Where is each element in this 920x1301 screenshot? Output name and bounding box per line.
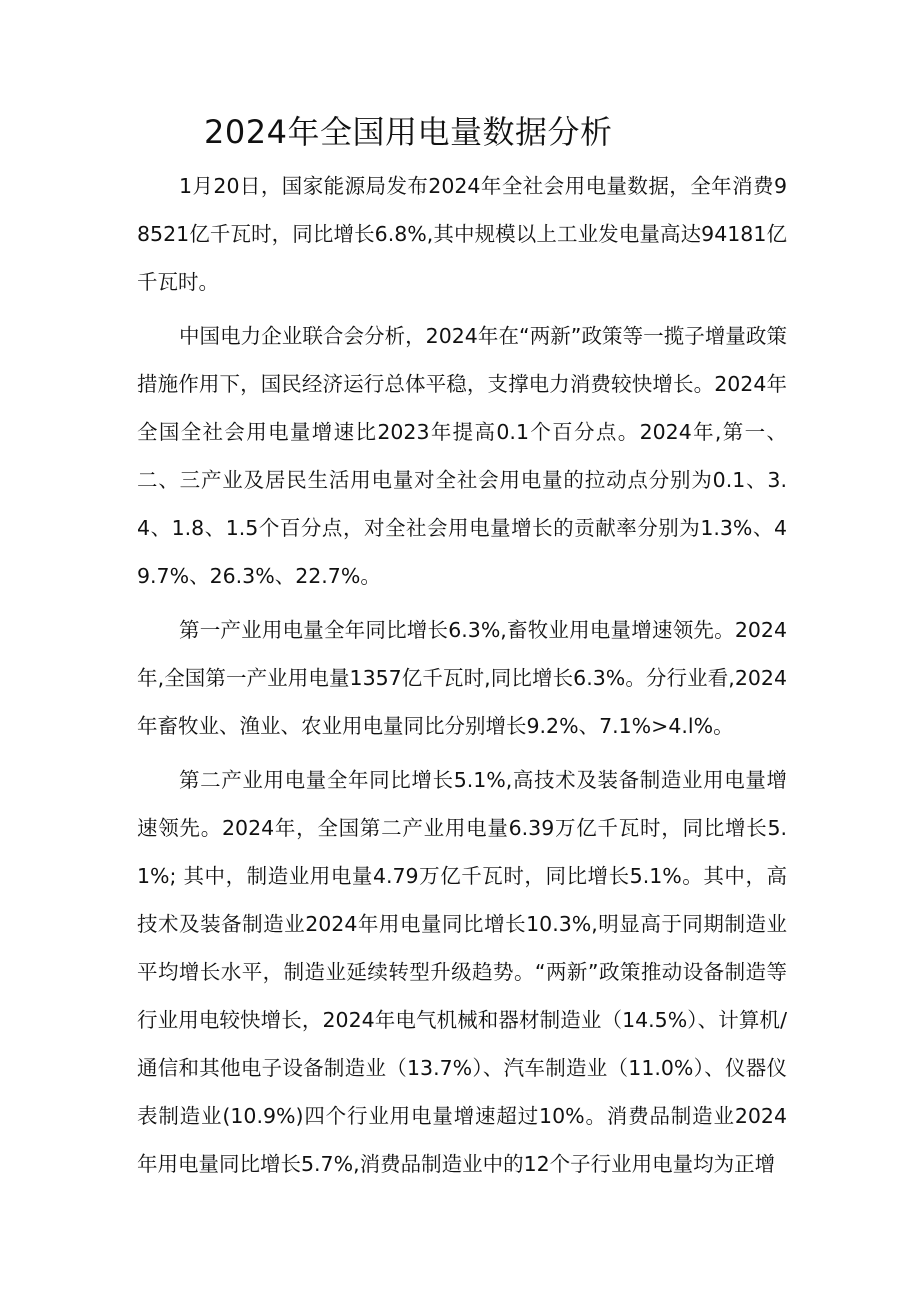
paragraph-primary-industry: 第一产业用电量全年同比增长6.3%,畜牧业用电量增速领先。2024年,全国第一产业用电量1357亿千瓦时,同比增长6.3%。分行业看,2024年畜牧业、渔业、农业用电量同比分别增长9.2%、7.1%>4.l%。 — [137, 618, 787, 738]
paragraph-secondary-industry: 第二产业用电量全年同比增长5.1%,高技术及装备制造业用电量增速领先。2024年，全国第二产业用电量6.39万亿千瓦时，同比增长5.1%; 其中，制造业用电量4.79万亿千瓦时，同比增长5.1%。其中，高技术及装备制造业2024年用电量同比增长10.3%,明显高于同期制造业平均增长水平，制造业延续转型升级趋势。“两新”政策推动设备制造等行业用电较快增长，2024年电气机械和器材制造业（14.5%）、计算机/通信和其他电子设备制造业（13.7%）、汽车制造业（11.0%）、仪器仪表制造业(10.9%)四个行业用电量增速超过10%。消费品制造业2024年用电量同比增长5.7%,消费品制造业中的12个子行业用电量均为正增 — [137, 768, 787, 1176]
paragraph-cec-analysis: 中国电力企业联合会分析，2024年在“两新”政策等一揽子增量政策措施作用下，国民经济运行总体平稳，支撑电力消费较快增长。2024年全国全社会用电量增速比2023年提高0.1个百分点。2024年,第一、二、三产业及居民生活用电量对全社会用电量的拉动点分别为0.1、3.4、1.8、1.5个百分点，对全社会用电量增长的贡献率分别为1.3%、49.7%、26.3%、22.7%。 — [137, 324, 787, 588]
document-title: 2024年全国用电量数据分析 — [204, 113, 613, 151]
document-body — [137, 162, 787, 1194]
paragraph-electricity-total: 1月20日，国家能源局发布2024年全社会用电量数据，全年消费98521亿千瓦时，同比增长6.8%,其中规模以上工业发电量高达94181亿千瓦时。 — [137, 174, 787, 294]
